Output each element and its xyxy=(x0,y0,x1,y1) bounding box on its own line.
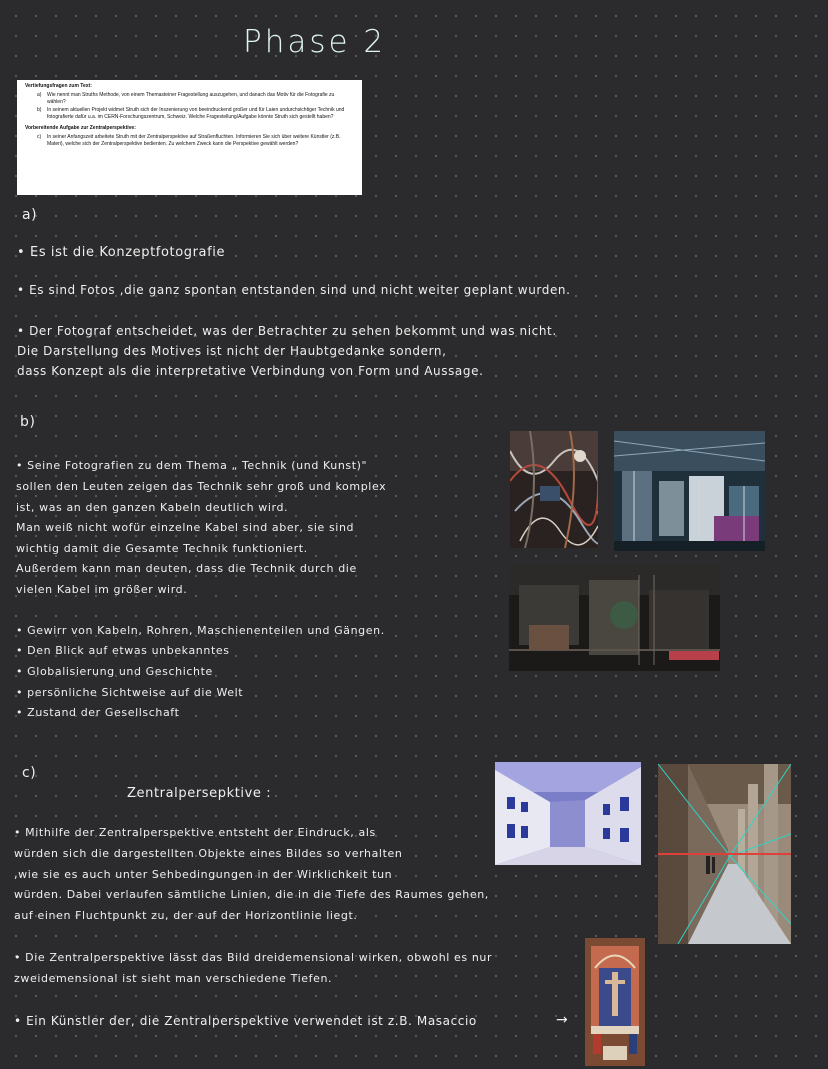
section-b-line: wichtig damit die Gesamte Technik funktioniert. xyxy=(16,542,308,555)
colonnade-perspective-image xyxy=(658,764,791,944)
section-b-line: ist, was an den ganzen Kabeln deutlich wird. xyxy=(16,501,289,514)
section-b-label: b) xyxy=(20,414,36,430)
section-b-line: Außerdem kann man deuten, dass die Technik durch die xyxy=(16,562,357,575)
industrial-photo xyxy=(509,565,720,671)
arrow-icon: → xyxy=(556,1012,569,1028)
section-b-line: vielen Kabel im größer wird. xyxy=(16,583,188,596)
worksheet-heading: Vertiefungsfragen zum Text: xyxy=(25,83,92,89)
section-c-artist-line: • Ein Künstler der, die Zentralperspektive verwendet ist z.B. Masaccio xyxy=(14,1014,477,1028)
page-title: Phase 2 xyxy=(243,24,387,60)
section-c-line: • Die Zentralperspektive lässt das Bild dreidemensional wirken, obwohl es nur xyxy=(14,951,493,964)
section-b-line: sollen den Leuten zeigen das Technik sehr groß und komplex xyxy=(16,480,387,493)
section-b-bullet: • Den Blick auf etwas unbekanntes xyxy=(16,644,230,657)
worksheet-subheading: Vorbereitende Aufgabe zur Zentralperspektive: xyxy=(25,125,136,132)
section-b-bullet: • Gewirr von Kabeln, Rohren, Maschienenteilen und Gängen. xyxy=(16,624,385,637)
worksheet-item: b) In seinem aktuellen Projekt widmet Struth sich der Inszenierung von beeindruckend großer und für Laien undurchsichtiger Technik und fotografierte dafür u.a. im CERN-Forschungszentrum, Schweiz. Welche Fragestellung/Aufgabe könnte Struth sich gestellt haben? xyxy=(37,107,345,120)
section-b-bullet: • Globalisierung und Geschichte xyxy=(16,665,213,678)
section-c-line: auf einen Fluchtpunkt zu, der auf der Horizontlinie liegt. xyxy=(14,909,358,922)
section-c-line: ,wie sie es auch unter Sehbedingungen in der Wirklichkeit tun xyxy=(14,868,393,881)
section-c-heading: Zentralpersepktive : xyxy=(127,786,272,801)
masaccio-trinity-image xyxy=(585,938,645,1066)
worksheet-item: a) Wie nennt man Struths Methode, von einem Themasteiner Fragestellung auszugehen, und danach das Motiv für die Fotografie zu wählen? xyxy=(37,92,335,105)
section-b-bullet: • persönliche Sichtweise auf die Welt xyxy=(16,686,244,699)
section-b-bullet: • Zustand der Gesellschaft xyxy=(16,706,180,719)
section-b-line: • Seine Fotografien zu dem Thema „ Technik (und Kunst)" xyxy=(16,459,368,472)
section-a-line: Die Darstellung des Motives ist nicht der Haubtgedanke sondern, xyxy=(17,344,447,358)
section-b-line: Man weiß nicht wofür einzelne Kabel sind aber, sie sind xyxy=(16,521,355,534)
section-c-line: • Mithilfe der Zentralperspektive entsteht der Eindruck, als xyxy=(14,826,376,839)
cable-photo-1 xyxy=(510,431,598,548)
worksheet-image xyxy=(17,80,362,195)
lab-photo xyxy=(614,431,765,551)
section-c-line: zweidemensional ist sieht man verschiedene Tiefen. xyxy=(14,972,333,985)
worksheet-item: c) In seiner Anfangszeit arbeitete Struth mit der Zentralperspektive auf Straßenfluchten. Informieren Sie sich über weitere Künstler (z.B. Materi), welche sich der Zentralperspektive bedienten. Zu welchem Zweck kann die Perspektive gewählt werden? xyxy=(37,134,341,147)
section-c-line: würden. Dabei verlaufen sämtliche Linien, die in die Tiefe des Raumes gehen, xyxy=(14,888,489,901)
section-a-line: dass Konzept als die interpretative Verbindung von Form und Aussage. xyxy=(17,364,484,378)
section-c-label: c) xyxy=(22,765,37,781)
section-a-line: • Es sind Fotos ,die ganz spontan entstanden sind und nicht weiter geplant wurden. xyxy=(17,283,571,297)
section-a-line: • Es ist die Konzeptfotografie xyxy=(17,245,226,260)
section-a-line: • Der Fotograf entscheidet, was der Betrachter zu sehen bekommt und was nicht. xyxy=(17,324,557,338)
section-c-line: würden sich die dargestellten Objekte eines Bildes so verhalten xyxy=(14,847,403,860)
perspective-street-image xyxy=(495,762,641,865)
section-a-label: a) xyxy=(22,207,38,223)
